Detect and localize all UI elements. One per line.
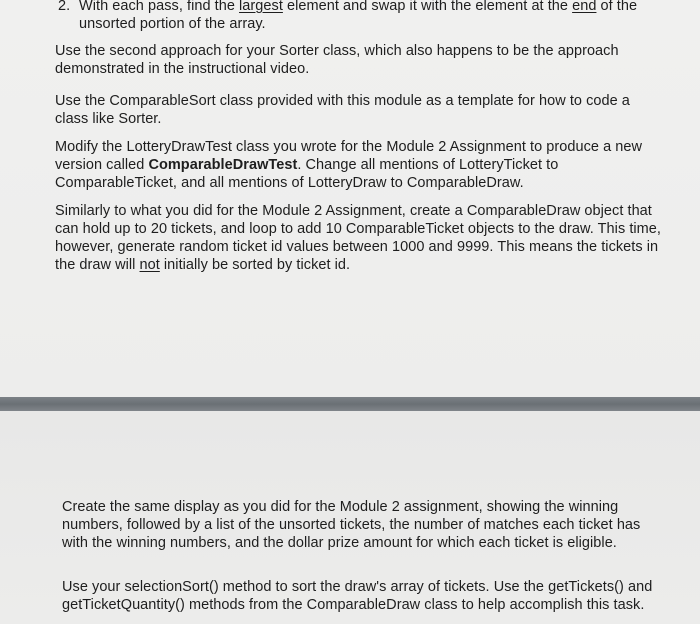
divider-band <box>0 397 700 411</box>
list-item-text-3: of the unsorted portion of the array. <box>79 0 638 32</box>
paragraph-create-text-2: initially be sorted by ticket id. <box>159 257 351 273</box>
paragraph-create-text-1: Similarly to what you did for the Module 2 Assignment, create a ComparableDraw object that can hold up to 20 tickets, and loop to add 10 ComparableTicket objects to the draw. This time, however, generate random ticket id values between 1000 and 9999. This means the tickets in the draw will <box>55 203 661 273</box>
paragraph-display: Create the same display as you did for the Module 2 assignment, showing the winning numbers, followed by a list of the unsorted tickets, the number of matches each ticket has with the winning numbers, and the dollar prize amount for which each ticket is eligible. <box>62 499 641 551</box>
end-underlined: end <box>572 0 597 14</box>
paragraph-second-approach: Use the second approach for your Sorter class, which also happens to be the approach demonstrated in the instructional video. <box>55 43 619 77</box>
paragraph-modify-text-2: . Change all mentions of LotteryTicket to ComparableTicket, and all mentions of LotteryDraw to ComparableDraw. <box>55 157 559 191</box>
paragraph-create-draw <box>55 202 665 274</box>
list-item-number: 2. <box>58 0 71 14</box>
not-underlined: not <box>139 257 160 273</box>
largest-underlined: largest <box>239 0 283 14</box>
list-item-2 <box>58 0 669 33</box>
list-item-text-1: With each pass, find the <box>79 0 240 14</box>
list-item-text-2: element and swap it with the element at the <box>282 0 573 14</box>
comparabledrawtest-bold: ComparableDrawTest <box>148 157 298 173</box>
paragraph-comparablesort: Use the ComparableSort class provided with this module as a template for how to code a class like Sorter. <box>55 93 630 127</box>
paragraph-modify-text-1: Modify the LotteryDrawTest class you wrote for the Module 2 Assignment to produce a new version called <box>55 139 643 173</box>
paragraph-modify-test <box>55 138 665 192</box>
paragraph-selection-sort: Use your selectionSort() method to sort the draw's array of tickets. Use the getTickets() and getTicketQuantity() methods from the ComparableDraw class to help accomplish this task. <box>62 579 653 613</box>
